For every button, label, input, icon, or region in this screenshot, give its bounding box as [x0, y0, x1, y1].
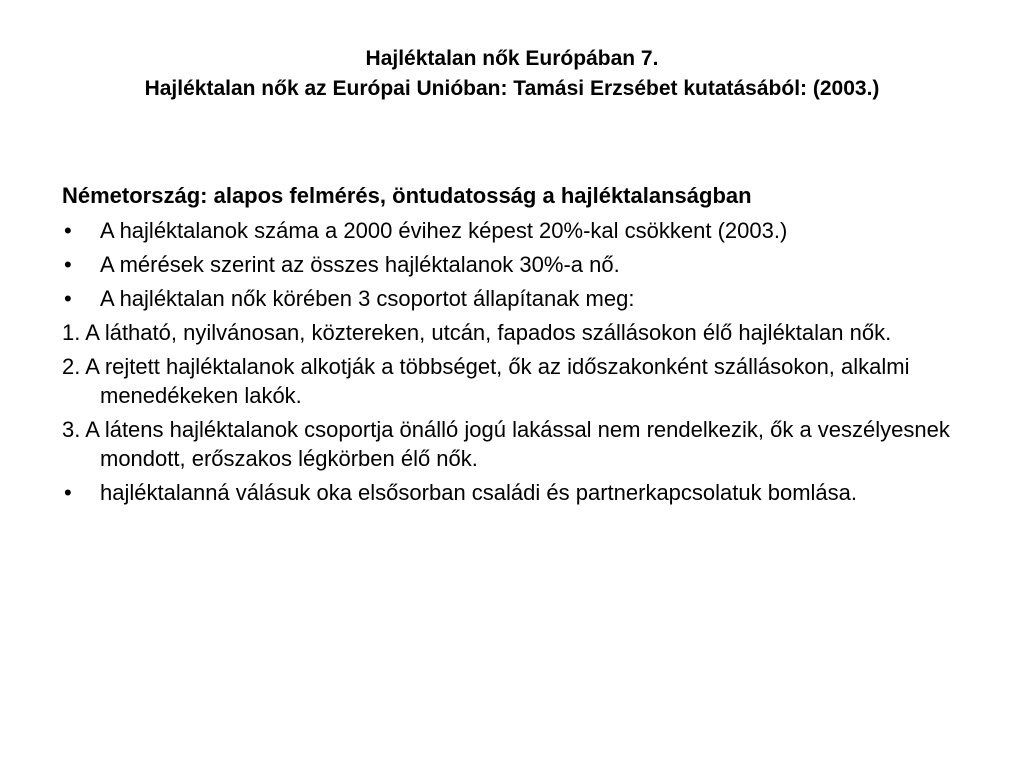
bullet-text: A hajléktalan nők körében 3 csoportot állapítanak meg:: [100, 286, 635, 311]
bullet-item-1: [62, 216, 972, 245]
bullet-item-2: [62, 250, 972, 279]
bullet-icon: •: [64, 480, 72, 505]
title-line-2: Hajléktalan nők az Európai Unióban: Tamási Erzsébet kutatásából: (2003.): [144, 77, 880, 100]
bullet-icon: •: [64, 252, 72, 277]
numbered-item-3: 3. A látens hajléktalanok csoportja önálló jogú lakással nem rendelkezik, ők a veszélyesnek mondott, erőszakos légkörben élő nők.: [62, 417, 950, 471]
section-heading: Németország: alapos felmérés, öntudatosság a hajléktalanságban: [62, 183, 752, 208]
title-line-1: Hajléktalan nők Európában 7.: [365, 47, 659, 70]
bullet-item-3: [62, 284, 972, 313]
bullet-icon: •: [64, 218, 72, 243]
slide-body: [62, 181, 972, 512]
numbered-item-2: 2. A rejtett hajléktalanok alkotják a többséget, ők az időszakonként szállásokon, alkalmi menedékeken lakók.: [62, 354, 910, 408]
bullet-icon: •: [64, 286, 72, 311]
bullet-text: hajléktalanná válásuk oka elsősorban családi és partnerkapcsolatuk bomlása.: [100, 480, 858, 505]
bullet-text: A hajléktalanok száma a 2000 évihez képest 20%-kal csökkent (2003.): [100, 218, 788, 243]
numbered-item-1: 1. A látható, nyilvánosan, köztereken, utcán, fapados szállásokon élő hajléktalan nők.: [62, 320, 892, 345]
bullet-item-4: [62, 478, 972, 507]
slide-title: [40, 44, 984, 104]
bullet-text: A mérések szerint az összes hajléktalanok 30%-a nő.: [100, 252, 620, 277]
